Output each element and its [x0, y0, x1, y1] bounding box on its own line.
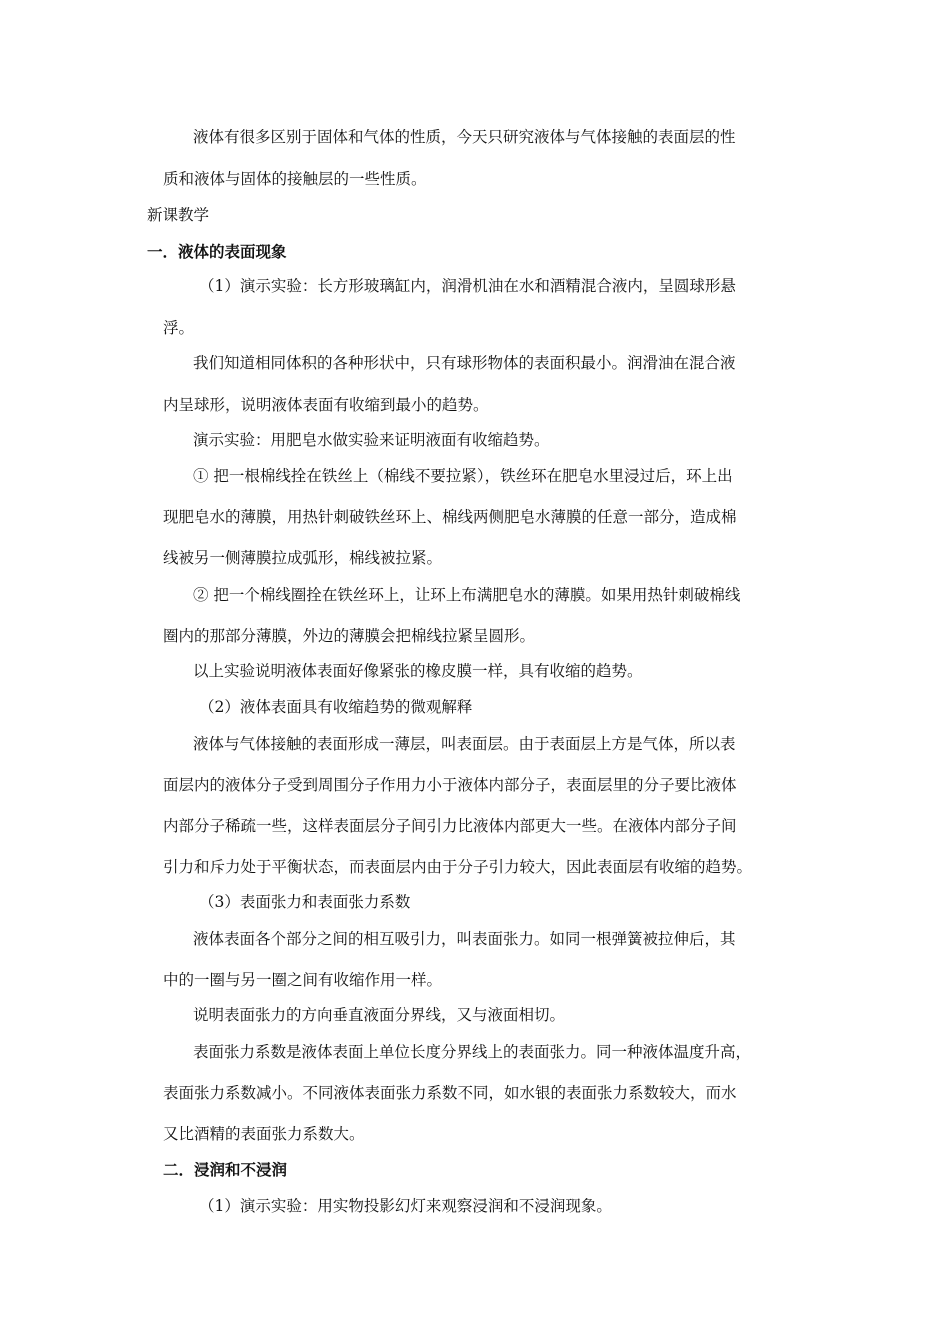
p8-line-4: 引力和斥力处于平衡状态，而表面层内由于分子引力较大，因此表面层有收缩的趋势。 [163, 858, 753, 876]
p12-line-2: 表面张力系数减小。不同液体表面张力系数不同，如水银的表面张力系数较大，而水 [163, 1084, 737, 1102]
p2-line-1: 我们知道相同体积的各种形状中，只有球形物体的表面积最小。润滑油在混合液 [193, 354, 736, 372]
p4-line-2: 现肥皂水的薄膜，用热针刺破铁丝环上、棉线两侧肥皂水薄膜的任意一部分，造成棉 [163, 508, 737, 526]
intro-line-1: 液体有很多区别于固体和气体的性质，今天只研究液体与气体接触的表面层的性 [193, 128, 736, 146]
p1-line-2: 浮。 [163, 319, 195, 337]
p11-line-1: 说明表面张力的方向垂直液面分界线，又与液面相切。 [193, 1006, 566, 1024]
intro-line-2: 质和液体与固体的接触层的一些性质。 [163, 170, 427, 188]
p10-line-2: 中的一圈与另一圈之间有收缩作用一样。 [163, 971, 443, 989]
section-label: 新课教学 [147, 206, 210, 224]
p3-line-1: 演示实验：用肥皂水做实验来证明液面有收缩趋势。 [193, 431, 550, 449]
p6-line-1: 以上实验说明液体表面好像紧张的橡皮膜一样，具有收缩的趋势。 [193, 662, 643, 680]
p4-line-3: 线被另一侧薄膜拉成弧形，棉线被拉紧。 [163, 549, 443, 567]
p4-line-1: ① 把一根棉线拴在铁丝上（棉线不要拉紧），铁丝环在肥皂水里浸过后，环上出 [193, 467, 733, 485]
p13-line-1: （1）演示实验：用实物投影幻灯来观察浸润和不浸润现象。 [199, 1197, 612, 1215]
p12-line-3: 又比酒精的表面张力系数大。 [163, 1125, 365, 1143]
p8-line-3: 内部分子稀疏一些，这样表面层分子间引力比液体内部更大一些。在液体内部分子间 [163, 817, 737, 835]
p12-line-1: 表面张力系数是液体表面上单位长度分界线上的表面张力。同一种液体温度升高， [193, 1043, 752, 1061]
p1-line-1: （1）演示实验：长方形玻璃缸内，润滑机油在水和酒精混合液内，呈圆球形悬 [199, 277, 736, 295]
p8-line-2: 面层内的液体分子受到周围分子作用力小于液体内部分子，表面层里的分子要比液体 [163, 776, 737, 794]
heading-surface-phenomena: 一．液体的表面现象 [147, 243, 287, 261]
p10-line-1: 液体表面各个部分之间的相互吸引力，叫表面张力。如同一根弹簧被拉伸后，其 [193, 930, 736, 948]
p9-line-1: （3）表面张力和表面张力系数 [199, 893, 411, 911]
p7-line-1: （2）液体表面具有收缩趋势的微观解释 [199, 698, 473, 716]
p8-line-1: 液体与气体接触的表面形成一薄层，叫表面层。由于表面层上方是气体，所以表 [193, 735, 736, 753]
p5-line-2: 圈内的那部分薄膜，外边的薄膜会把棉线拉紧呈圆形。 [163, 627, 536, 645]
p5-line-1: ② 把一个棉线圈拴在铁丝环上，让环上布满肥皂水的薄膜。如果用热针刺破棉线 [193, 586, 741, 604]
heading-wetting: 二．浸润和不浸润 [163, 1161, 288, 1179]
p2-line-2: 内呈球形，说明液体表面有收缩到最小的趋势。 [163, 396, 489, 414]
